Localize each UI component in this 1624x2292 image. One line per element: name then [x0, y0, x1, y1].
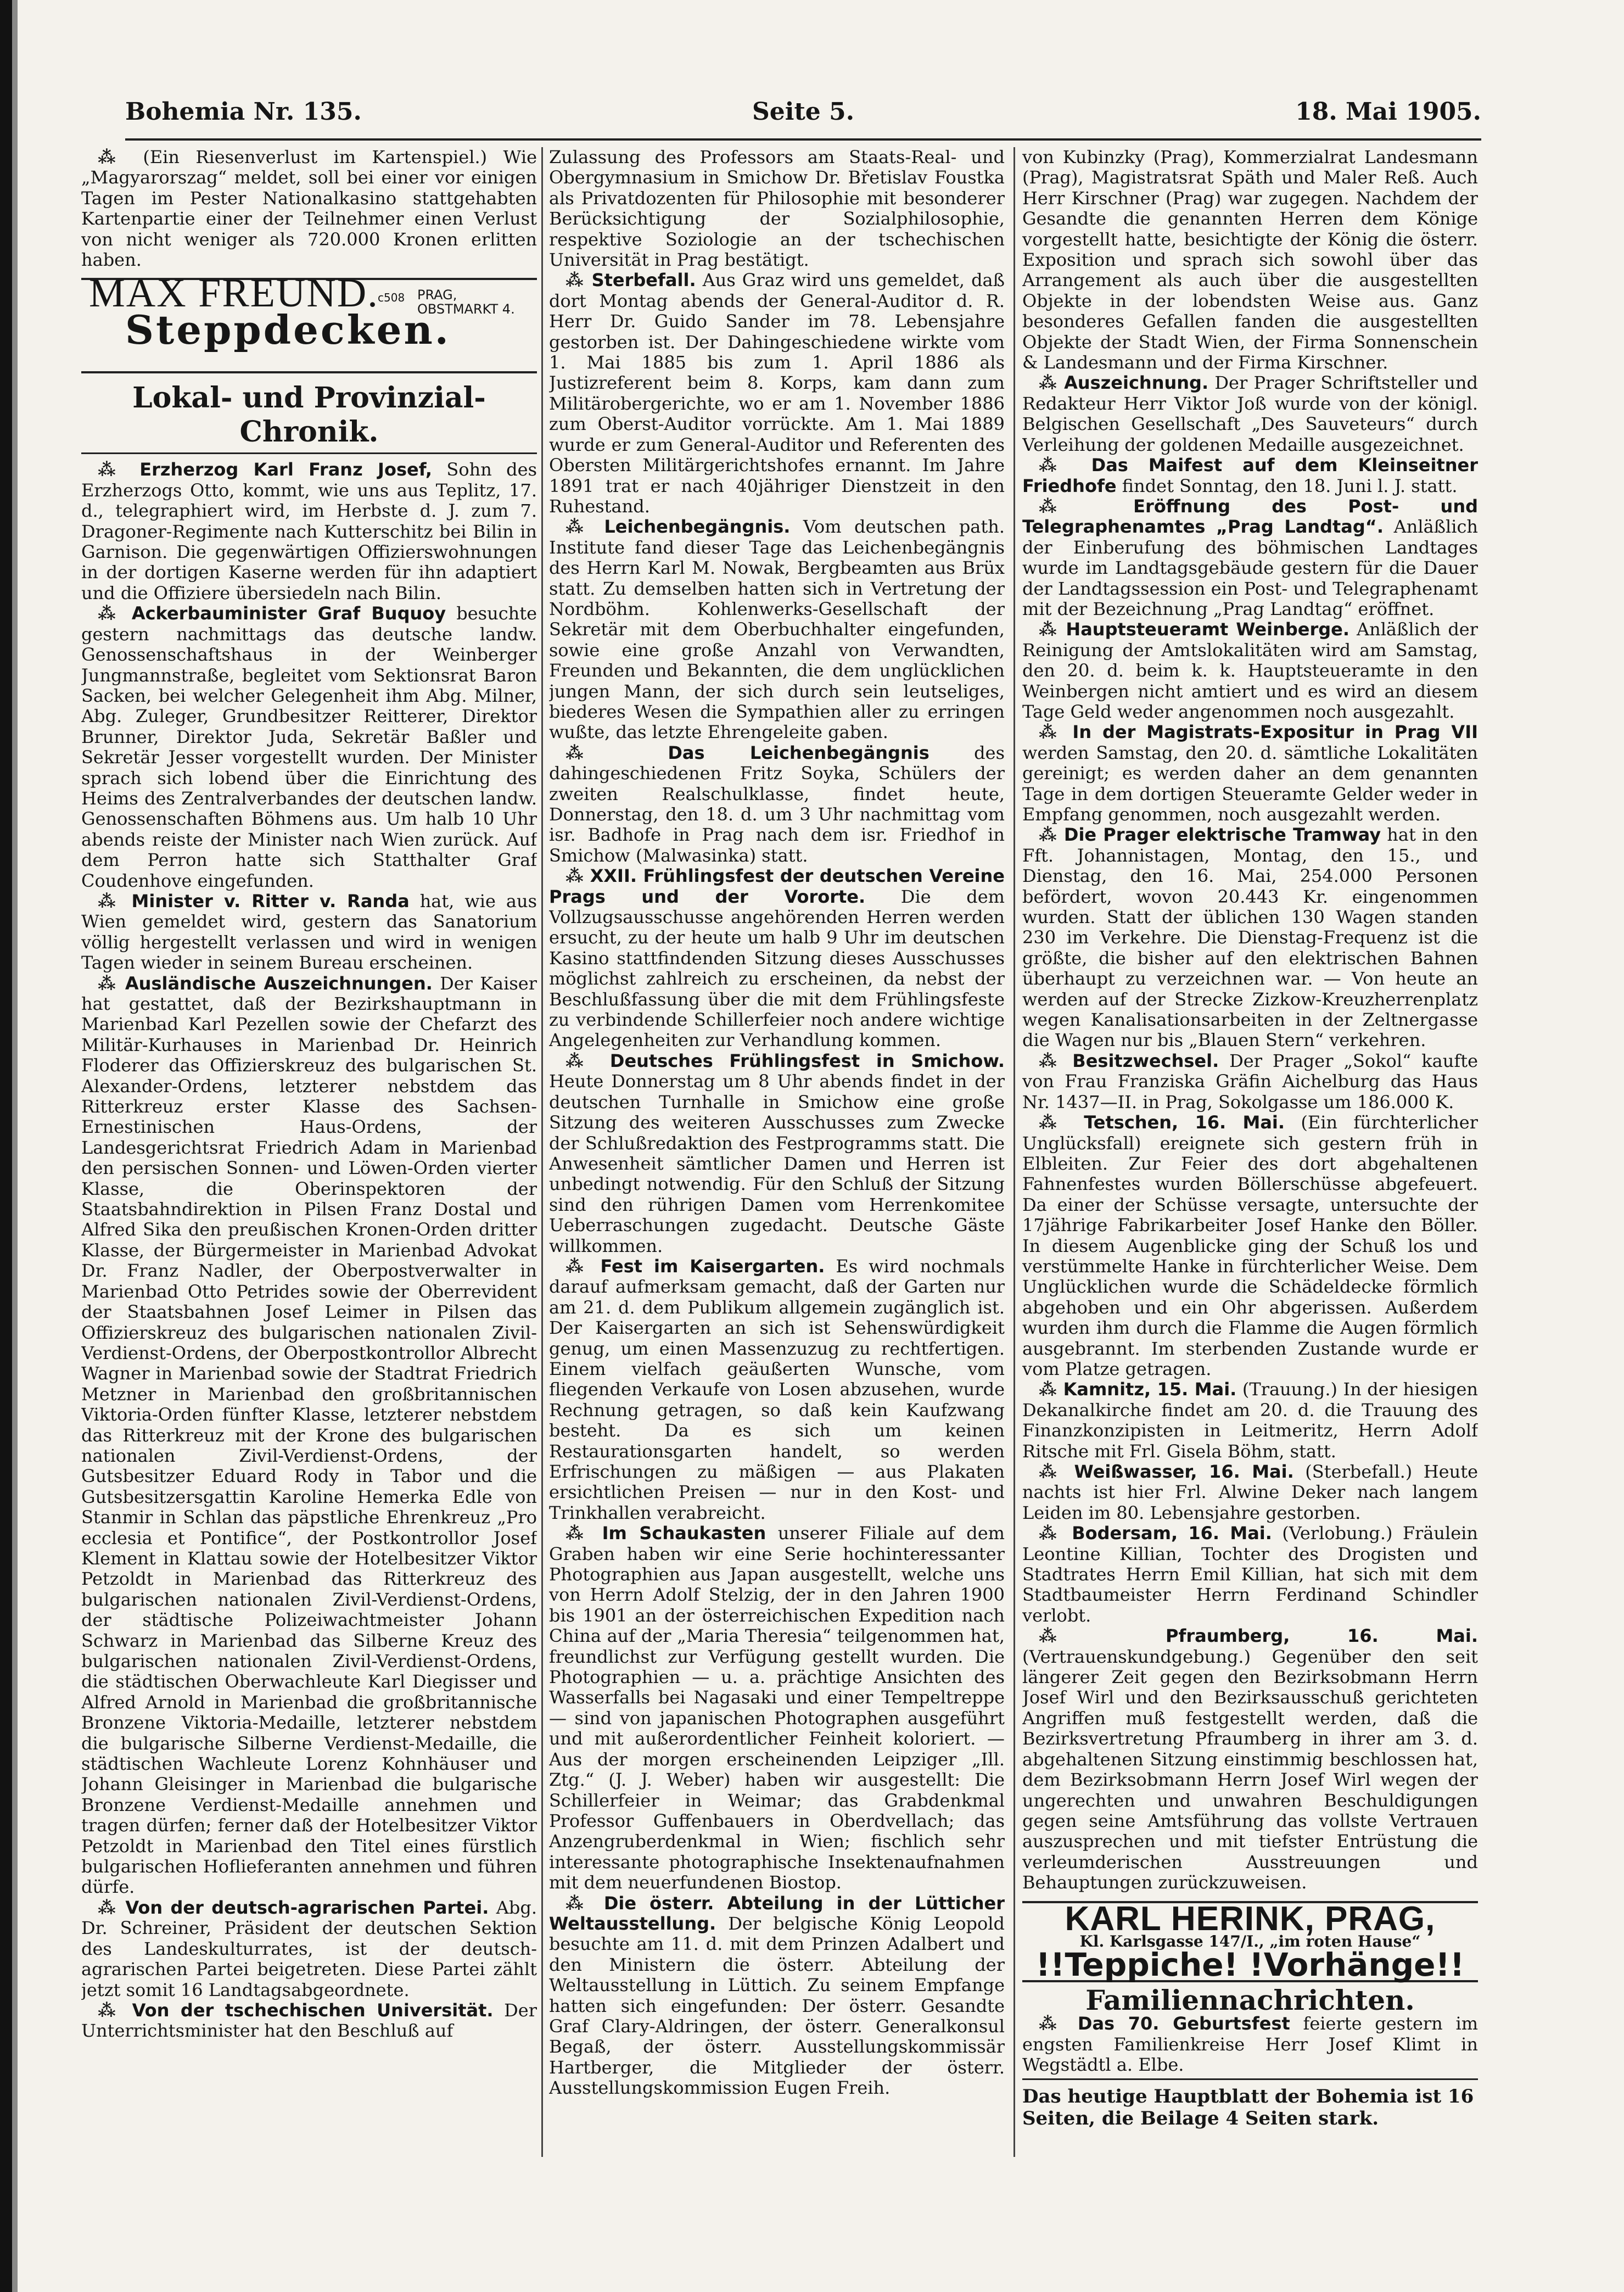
article-head: Im Schaukasten: [602, 1523, 766, 1544]
article-head: Erzherzog Karl Franz Josef,: [139, 459, 433, 480]
article-body: (Sterbefall.) Heute nachts ist hier Frl. Alwine Deker nach langem Leiden im 80. Lebensjahre gestorben.: [1022, 1461, 1478, 1523]
article: [549, 1893, 1005, 2099]
article-head: Leichenbegängnis.: [604, 516, 791, 538]
star-glyph-icon: ⁂: [565, 1892, 604, 1914]
article-head: Die Prager elektrische Tramway: [1063, 824, 1381, 846]
article: [81, 974, 537, 1898]
article-body: Sohn des Erzherzogs Otto, kommt, wie uns aus Teplitz, 17. d., telegraphiert wird, im Herbste d. J. zum 7. Dragoner-Regimente nach Kutterschitz bei Bilin in Garnison. Die gegenwärtigen Offizierswohnungen in der dortigen Kaserne werden für ihn adaptiert und die Offiziere übersiedeln nach Bilin.: [81, 459, 537, 603]
star-glyph-icon: ⁂: [565, 516, 604, 538]
star-glyph-icon: ⁂: [1039, 824, 1064, 846]
article-head: Tetschen, 16. Mai.: [1084, 1112, 1285, 1133]
article: [1022, 1379, 1478, 1462]
article: [549, 517, 1005, 742]
header-page-number: Seite 5.: [752, 98, 855, 126]
article: [1022, 1462, 1478, 1523]
article-body: hat, wie aus Wien gemeldet wird, gestern das Sanatorium völlig hergestellt verlassen und wird in wenigen Tagen wieder in seinem Bureau erscheinen.: [81, 890, 537, 974]
note-card-loss: [81, 147, 537, 270]
article-head: Auszeichnung.: [1064, 372, 1209, 394]
article: [81, 2000, 537, 2042]
page-binding-shadow: [12, 0, 18, 2292]
article-head: Fest im Kaisergarten.: [600, 1255, 825, 1277]
article-head: Hauptsteueramt Weinberge.: [1066, 619, 1350, 640]
star-glyph-icon: ⁂: [1039, 1461, 1074, 1482]
article: [1022, 825, 1478, 1050]
footer-rule: [1022, 2078, 1478, 2080]
article-head: Besitzwechsel.: [1072, 1050, 1219, 1071]
article-body: unserer Filiale auf dem Graben haben wir eine Serie hochinteressanter Photographien aus Japan ausgestellt, welche uns von Herrn Adolf Stelzig, der in den Jahren 1900 bis 1901 an der österreichischen Expedition nach China auf der „Maria Theresia“ teilgenommen hat, freundlichst zur Verfügung gestellt wurden. Die Photographien — u. a. prächtige Ansichten des Wasserfalls bei Nagasaki und einer Tempeltreppe — sind von japanischen Photographen ausgeführt und mit außerordentlicher Feinheit koloriert. — Aus der morgen erscheinenden Leipziger „Ill. Ztg.“ (J. J. Weber) haben wir ausgestellt: Die Schillerfeier in Weimar; das Grabdenkmal Professor Guffenbauers in Oberdvellach; das Anzengruberdenkmal in Wien; fischlich sehr interessante photographische Insektenaufnahmen mit dem neuerfundenen Biostop.: [549, 1523, 1005, 1893]
article-head: Das Leichenbegängnis: [668, 742, 929, 763]
article-head: Das Maifest auf dem Kleinseitner Friedhofe: [1022, 455, 1478, 496]
star-glyph-icon: ⁂: [565, 1255, 601, 1277]
article: [1022, 619, 1478, 722]
article-body: Der belgische König Leopold besuchte am 11. d. mit dem Prinzen Adalbert und den Ministern die österr. Abteilung der Weltausstellung in Lüttich. Zu seinem Empfange hatten sich eingefunden: Der österr. Gesandte Graf Clary-Aldringen, der österr. Generalkonsul Begaß, der österr. Ausstellungskommissär Hartberger, die Mitglieder der österr. Ausstellungskommission Eugen Freih.: [549, 1913, 1005, 2099]
star-glyph-icon: ⁂: [98, 890, 132, 912]
ad-freund-name: MAX FREUND.: [89, 271, 379, 316]
ad-karl-herink: [1022, 1901, 1478, 1982]
ad-herink-address: Kl. Karlsgasse 147/I., „im roten Hause“: [1079, 1932, 1421, 1950]
article: [81, 460, 537, 603]
ad-herink-name: KARL HERINK, PRAG,: [1065, 1899, 1436, 1938]
article: [1022, 722, 1478, 825]
star-glyph-icon: ⁂: [1039, 455, 1091, 476]
article-head: Minister v. Ritter v. Randa: [131, 890, 410, 912]
article-body: Der Prager „Sokol“ kaufte von Frau Franziska Gräfin Aichelburg das Haus Nr. 1437—II. in Prag, Sokolgasse um 186.000 K.: [1022, 1050, 1478, 1113]
star-glyph-icon: ⁂: [98, 459, 140, 480]
column-divider-2: [1013, 147, 1015, 2157]
article-body: des dahingeschiedenen Fritz Soyka, Schülers der zweiten Realschulklasse, findet heute, Donnerstag, den 18. d. um 3 Uhr nachmittag vom isr. Badhofe in Prag nach dem isr. Friedhof in Smichow (Malwasinka) statt.: [549, 742, 1005, 866]
section-rule: [81, 452, 537, 454]
article-body: werden Samstag, den 20. d. sämtliche Lokalitäten gereinigt; es werden daher an dem genannten Tage in dem dortigen Steueramte Gelder weder in Empfang genommen, noch ausgezahlt werden.: [1022, 742, 1478, 825]
ad-freund-product: Steppdecken.: [125, 306, 451, 354]
star-glyph-icon: ⁂: [98, 603, 132, 624]
article-head: Eröffnung des Post- und Telegraphenamtes „Prag Landtag“.: [1022, 495, 1478, 538]
article-continuation: von Kubinzky (Prag), Kommerzialrat Landesmann (Prag), Magistratsrat Späth und Maler Reß. Auch Herr Kirschner (Prag) war zugegen. Nachdem der Gesandte die genannten Herren dem Könige vorgestellt hatte, besichtigte der König die österr. Exposition und sprach sich sowohl über das Arrangement als auch über die ausgestellten Objekte in der lobendsten Weise aus. Ganz besonderes Gefallen fanden die ausgestellten Objekte der Stadt Wien, der Firma Sonnenschein & Landesmann und der Firma Kirschner.: [1022, 147, 1478, 373]
article: [1022, 1113, 1478, 1379]
article-head: Kamnitz, 15. Mai.: [1063, 1379, 1237, 1400]
family-news-title: Familiennachrichten.: [1085, 1983, 1415, 2016]
article-head: XXII. Frühlingsfest der deutschen Vereine Prags und der Vororte.: [549, 865, 1005, 907]
article-body: Die dem Vollzugsausschusse angehörenden Herren werden ersucht, zu der heute um halb 9 Uhr im deutschen Kasino stattfindenden Sitzung dieses Ausschusses möglichst zahlreich zu erscheinen, da nebst der Beschlußfassung über die mit dem Frühlingsfeste zu verbindende Schillerfeier noch andere wichtige Angelegenheiten zur Verhandlung kommen.: [549, 886, 1005, 1051]
star-glyph-icon: ⁂: [1039, 619, 1066, 640]
article-body: findet Sonntag, den 18. Juni l. J. statt.: [1122, 475, 1458, 496]
note-body: Wie „Magyarorszag“ meldet, soll bei einer vor einigen Tagen im Pester Nationalkasino stattgehabten Kartenpartie einer der Teilnehmer einen Verlust von nicht weniger als 720.000 Kronen erlitten haben.: [81, 147, 537, 271]
page-header: [125, 93, 1481, 132]
article: [549, 866, 1005, 1051]
article-body: besuchte gestern nachmittags das deutsche landw. Genossenschaftshaus in der Weinberger Jungmannstraße, begleitet vom Sektionsrat Baron Sacken, bei welcher Gelegenheit ihm Abg. Milner, Abg. Zuleger, Grundbesitzer Reitterer, Direktor Brunner, Direktor Juda, Sekretär Baßler und Sekretär Jesser vorgestellt wurden. Der Minister sprach sich lobend über die Einrichtung des Heims des Zentralverbandes der deutschen landw. Genossenschaften Böhmens aus. Um halb 10 Uhr abends reiste der Minister nach Wien zurück. Auf dem Perron hatte sich Statthalter Graf Coudenhove eingefunden.: [81, 603, 537, 891]
article-body: feierte gestern im engsten Familienkreise Herr Josef Klimt in Wegstädtl a. Elbe.: [1022, 2013, 1478, 2075]
star-glyph-icon: ⁂: [1039, 1379, 1063, 1400]
family-news-item: [1022, 2014, 1478, 2075]
article-head: Deutsches Frühlingsfest in Smichow.: [609, 1050, 1005, 1071]
star-glyph-icon: ⁂: [98, 972, 125, 994]
article-head: Ausländische Auszeichnungen.: [125, 972, 433, 994]
star-glyph-icon: ⁂: [1039, 722, 1073, 743]
star-glyph-icon: ⁂: [1039, 1625, 1166, 1647]
article-body: (Ein fürchterlicher Unglücksfall) ereignete sich gestern früh in Elbleiten. Zur Feier des dort abgehaltenen Fahnenfestes wurden Böllerschüsse abgefeuert. Da einer der Schüsse versagte, untersuchte der 17jährige Fabrikarbeiter Josef Hanke den Böller. In diesem Augenblicke ging der Schuß los und verstümmelte Hanke in fürchterlicher Weise. Dem Unglücklichen wurde die Schädeldecke förmlich abgehoben und ein Ohr abgerissen. Außerdem wurden ihm durch die Flamme die Augen förmlich ausgebrannt. Im sterbenden Zustande wurde er vom Platze getragen.: [1022, 1112, 1478, 1379]
column-1: [81, 147, 537, 2157]
star-glyph-icon: ⁂: [98, 147, 143, 167]
article-body: Der Prager Schriftsteller und Redakteur Herr Viktor Joß wurde von der königl. Belgischen Gesellschaft „Des Sauveteurs“ durch Verleihung der goldenen Medaille ausgezeichnet.: [1022, 372, 1478, 455]
article: [549, 270, 1005, 517]
article-body: (Trauung.) In der hiesigen Dekanalkirche findet am 20. d. die Trauung des Finanzkonzipisten in Leitmeritz, Herrn Adolf Ritsche mit Frl. Gisela Böhm, statt.: [1022, 1379, 1478, 1462]
star-glyph-icon: ⁂: [1039, 1112, 1084, 1133]
article: [549, 743, 1005, 866]
article-head: Weißwasser, 16. Mai.: [1074, 1461, 1294, 1482]
ad-freund-code: c508: [378, 291, 405, 305]
article: [1022, 455, 1478, 496]
star-glyph-icon: ⁂: [565, 742, 668, 763]
article-head: Bodersam, 16. Mai.: [1072, 1523, 1272, 1544]
ad-max-freund: [81, 271, 537, 373]
star-glyph-icon: ⁂: [1039, 372, 1065, 394]
article-head: Pfraumberg, 16. Mai.: [1166, 1625, 1478, 1647]
page-binding-edge: [0, 0, 12, 2292]
star-glyph-icon: ⁂: [565, 270, 592, 291]
article-body: Heute Donnerstag um 8 Uhr abends findet in der deutschen Turnhalle in Smichow eine große Sitzung des weiteren Ausschusses zum Zwecke der Schlußredaktion des Festprogramms statt. Die Anwesenheit sämtlicher Damen und Herren ist unbedingt notwendig. Für den Schluß der Sitzung sind den rührigen Damen vom Herrenkomitee Ueberraschungen zugedacht. Deutsche Gäste willkommen.: [549, 1071, 1005, 1256]
article: [1022, 373, 1478, 455]
article-head: Sterbefall.: [591, 270, 696, 291]
star-glyph-icon: ⁂: [1039, 495, 1134, 517]
article-body: Abg. Dr. Schreiner, Präsident der deutschen Sektion des Landeskulturrates, ist der deutsch-agrarischen Partei beigetreten. Diese Partei zählt jetzt somit 16 Landtagsabgeordnete.: [81, 1897, 537, 2000]
article-body: (Vertrauenskundgebung.) Gegenüber den seit längerer Zeit gegen den Bezirksobmann Herrn Josef Wirl und den Bezirksausschuß gerichteten Angriffen muß festgestellt werden, daß die Bezirksvertretung Pfraumberg in ihrer am 3. d. abgehaltenen Sitzung einstimmig beschlossen hat, dem Bezirksobmann Herrn Josef Wirl wegen der ungerechten und unwahren Beschuldigungen gegen seine Amtsführung das vollste Vertrauen auszusprechen und mit tiefster Entrüstung die verleumderischen Ausstreuungen und Behauptungen zurückzuweisen.: [1022, 1646, 1478, 1893]
column-divider-1: [541, 147, 543, 2157]
section-title: Lokal- und Provinzial-Chronik.: [132, 381, 486, 449]
star-glyph-icon: ⁂: [1039, 2013, 1078, 2034]
article: [1022, 496, 1478, 619]
article-body: (Verlobung.) Fräulein Leontine Killian, Tochter des Drogisten und Stadtrates Herrn Emil Killian, hat sich mit dem Stadtbaumeister Herrn Ferdinand Schindler verlobt.: [1022, 1523, 1478, 1626]
ad-freund-street: OBSTMARKT 4.: [417, 301, 515, 317]
article-body: Der Kaiser hat gestattet, daß der Bezirkshauptmann in Marienbad Karl Pezellen sowie der Chefarzt des Militär-Kurhauses in Marienbad Dr. Heinrich Floderer das Offizierskreuz des bulgarischen St. Alexander-Ordens, letzterer nebstdem das Ritterkreuz erster Klasse des Sachsen-Ernestinischen Haus-Ordens, der Landesgerichtsrat Friedrich Adam in Marienbad den persischen Sonnen- und Löwen-Orden vierter Klasse, die Oberinspektoren der Staatsbahndirektion in Pilsen Franz Dostal und Alfred Sika den preußischen Kronen-Orden dritter Klasse, der Bürgermeister in Marienbad Advokat Dr. Franz Nadler, der Oberpostverwalter in Marienbad Otto Petrides sowie der Oberrevident der Staatsbahnen Josef Leimer in Pilsen das Offizierskreuz des bulgarischen nationalen Zivil-Verdienst-Ordens, der Oberpostkontrollor Albrecht Wagner in Marienbad sowie der Stadtrat Friedrich Metzner in Marienbad den großbritannischen Viktoria-Orden fünfter Klasse, letzterer nebstdem das Ritterkreuz mit der Krone des bulgarischen nationalen Zivil-Verdienst-Ordens, der Gutsbesitzer Eduard Rody in Tabor und die Gutsbesitzersgattin Karoline Hemerka Edle von Stanmir in Schlan das päpstliche Ehrenkreuz „Pro ecclesia et Pontifice“, der Postkontrollor Josef Klement in Klattau sowie der Hotelbesitzer Viktor Petzoldt in Marienbad das Ritterkreuz des bulgarischen nationalen Zivil-Verdienst-Ordens, der städtische Polizeiwachtmeister Johann Schwarz in Marienbad das Silberne Kreuz des bulgarischen nationalen Zivil-Verdienst-Ordens, die städtischen Oberwachleute Karl Diegisser und Alfred Arnold in Marienbad die großbritannische Bronzene Viktoria-Medaille, letzterer nebstdem die bulgarische Silberne Verdienst-Medaille, die städtischen Wachleute Lorenz Kohnhäuser und Johann Gleisinger in Marienbad die bulgarische Bronzene Verdienst-Medaille annehmen und tragen dürfen; ferner daß der Hotelbesitzer Viktor Petzoldt in Marienbad den Titel eines fürstlich bulgarischen Hoflieferanten annehmen und führen dürfe.: [81, 972, 537, 1898]
header-rule: [125, 138, 1481, 141]
star-glyph-icon: ⁂: [565, 865, 590, 887]
article: [1022, 1523, 1478, 1626]
ad-freund-city: PRAG,: [417, 287, 457, 303]
article-head: Ackerbauminister Graf Buquoy: [131, 603, 446, 624]
article: [81, 891, 537, 974]
column-2: [549, 147, 1005, 2157]
article: [81, 1898, 537, 2000]
article: [549, 1523, 1005, 1893]
article-head: Die österr. Abteilung in der Lütticher Weltausstellung.: [549, 1892, 1005, 1934]
star-glyph-icon: ⁂: [98, 1999, 132, 2021]
star-glyph-icon: ⁂: [1039, 1050, 1073, 1071]
article-head: Von der deutsch-agrarischen Partei.: [125, 1897, 489, 1918]
article: [549, 1256, 1005, 1523]
star-glyph-icon: ⁂: [565, 1050, 610, 1071]
article-body: Es wird nochmals darauf aufmerksam gemacht, daß der Garten nur am 21. d. dem Publikum allgemein zugänglich ist. Der Kaisergarten an sich ist Sehenswürdigkeit genug, um einen Massenzuzug zu rechtfertigen. Einem vielfach geäußerten Wunsche, vom fliegenden Verkaufe von Losen abzusehen, wurde Rechnung getragen, so daß kein Kaufzwang besteht. Da es sich um keinen Restaurationsgarten handelt, so werden Erfrischungen zu mäßigen — aus Plakaten ersichtlichen Preisen — nur in den Kost- und Trinkhallen verabreicht.: [549, 1255, 1005, 1523]
article-continuation: Zulassung des Professors am Staats-Real- und Obergymnasium in Smichow Dr. Břetislav Foustka als Privatdozenten für Philosophie mit besonderer Berücksichtigung der Sozialphilosophie, respektive Soziologie an der tschechischen Universität in Prag bestätigt.: [549, 147, 1005, 271]
column-3: [1022, 147, 1478, 2157]
article-body: Der Unterrichtsminister hat den Beschluß auf: [81, 1999, 537, 2042]
article: [549, 1051, 1005, 1256]
article-body: hat in den Fft. Johannistagen, Montag, den 15., und Dienstag, den 16. Mai, 254.000 Personen befördert, wovon 20.443 Kr. eingenommen wurden. Statt der üblichen 130 Wagen standen 230 im Verkehre. Die Dienstag-Frequenz ist die größte, die bisher auf den elektrischen Bahnen überhaupt zu verzeichnen war. — Von heute an werden auf der Strecke Zizkow-Kreuzherrenplatz wegen Kanalisationsarbeiten in der Zeltnergasse die Wagen nur bis „Blauen Stern“ verkehren.: [1022, 824, 1478, 1051]
article-body: Anläßlich der Reinigung der Amtslokalitäten wird am Samstag, den 20. d. beim k. k. Hauptsteueramte in den Weinbergen nicht amtiert und es wird an diesem Tage Geld weder angenommen noch ausgezahlt.: [1022, 619, 1478, 722]
star-glyph-icon: ⁂: [1039, 1523, 1072, 1544]
edition-size-note: Das heutige Hauptblatt der Bohemia ist 16 Seiten, die Beilage 4 Seiten stark.: [1022, 2086, 1474, 2130]
ad-herink-product: !!Teppiche! !Vorhänge!!: [1035, 1946, 1465, 1984]
article-head: In der Magistrats-Expositur in Prag VII: [1072, 722, 1478, 743]
article-head: Von der tschechischen Universität.: [132, 1999, 494, 2021]
note-head: (Ein Riesenverlust im Kartenspiel.): [143, 147, 488, 167]
article: [81, 603, 537, 891]
article-body: Anläßlich der Einberufung des böhmischen Landtages wurde im Landtagsgebäude gestern für die Dauer der Landtagssession ein Post- und Telegraphenamt mit der Bezeichnung „Prag Landtag“ eröffnet.: [1022, 516, 1478, 619]
article-body: Aus Graz wird uns gemeldet, daß dort Montag abends der General-Auditor d. R. Herr Dr. Guido Sander im 78. Lebensjahre gestorben ist. Der Dahingeschiedene wirkte vom 1. Mai 1885 bis zum 1. April 1886 als Justizreferent beim 8. Korps, kam dann zum Militärobergerichte, wo er am 1. November 1886 zum Oberst-Auditor vorrückte. Am 1. Mai 1889 wurde er zum General-Auditor und Referenten des Obersten Militärgerichtshofes ernannt. Im Jahre 1891 trat er nach 40jähriger Dienstzeit in den Ruhestand.: [549, 270, 1005, 517]
article: [1022, 1626, 1478, 1893]
star-glyph-icon: ⁂: [565, 1523, 602, 1544]
article: [1022, 1051, 1478, 1113]
article-body: Vom deutschen path. Institute fand dieser Tage das Leichenbegängnis des Herrn Karl M. Nowak, Bergbeamten aus Brüx statt. Zu demselben hatten sich in Vertretung der Nordböhm. Kohlenwerks-Gesellschaft der Sekretär mit dem Oberbuchhalter eingefunden, sowie eine große Anzahl von Verwandten, Freunden und Bekannten, die dem unglücklichen jungen Mann, der sich durch sein leutseliges, biederes Wesen die Sympathien aller zu erringen wußte, das letzte Ehrengeleite gaben.: [549, 516, 1005, 743]
header-issue: Bohemia Nr. 135.: [125, 98, 362, 126]
star-glyph-icon: ⁂: [98, 1897, 126, 1918]
header-date: 18. Mai 1905.: [1295, 98, 1481, 126]
article-head: Das 70. Geburtsfest: [1077, 2013, 1290, 2034]
